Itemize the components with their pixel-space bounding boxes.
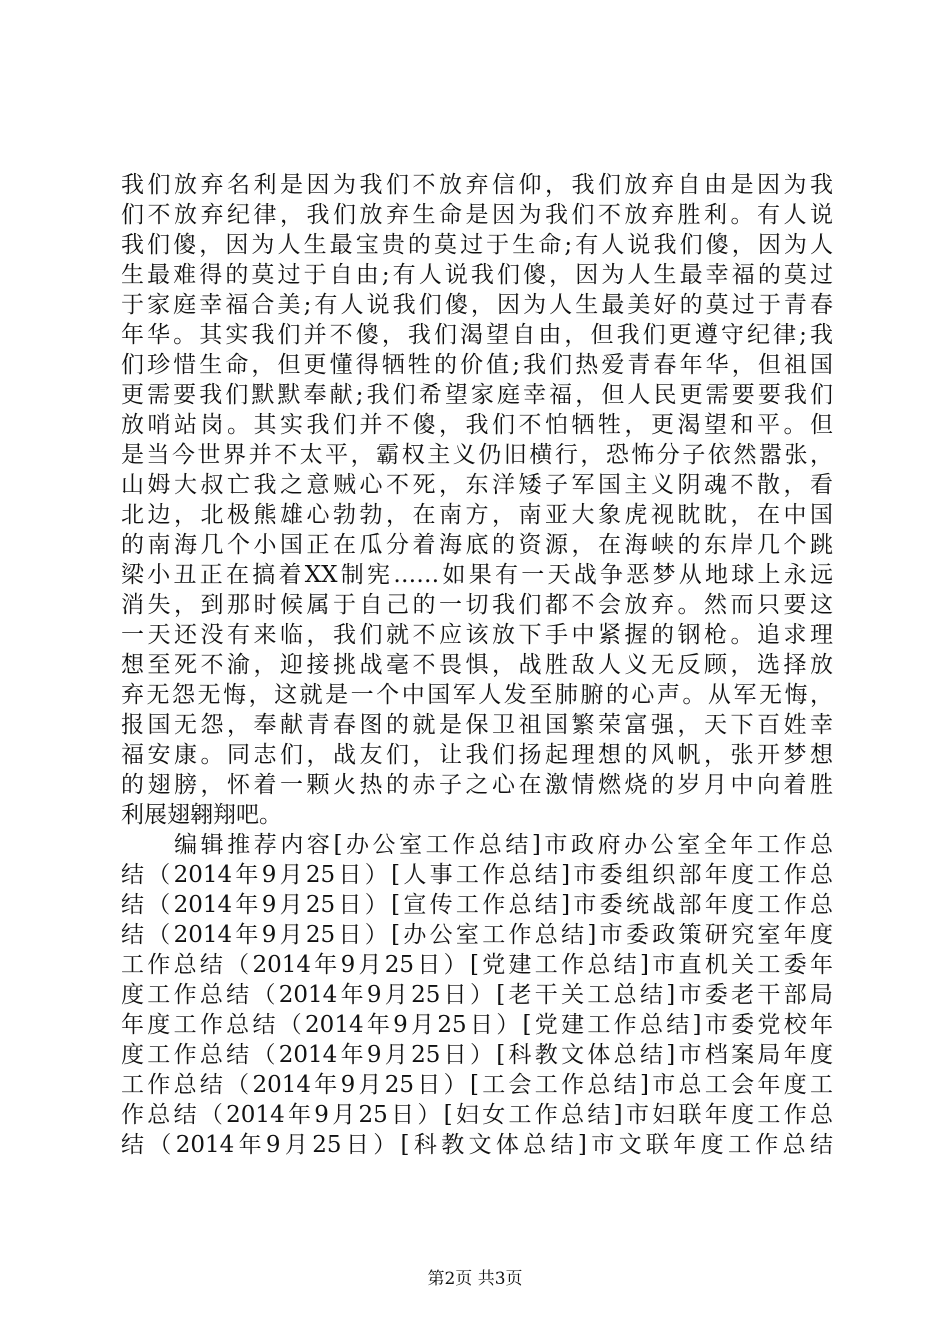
text-line: 年华。其实我们并不傻，我们渴望自由，但我们更遵守纪律;我: [121, 322, 833, 348]
text-line: 更需要我们默默奉献;我们希望家庭幸福，但人民更需要要我们: [121, 382, 833, 408]
text-line: 的翅膀，怀着一颗火热的赤子之心在激情燃烧的岁月中向着胜: [121, 772, 833, 798]
text-line: 报国无怨，奉献青春图的就是保卫祖国繁荣富强，天下百姓幸: [121, 712, 833, 738]
text-line: 生最难得的莫过于自由;有人说我们傻，因为人生最幸福的莫过: [121, 262, 833, 288]
text-line: 工作总结（2014年9月25日）[党建工作总结]市直机关工委年: [121, 952, 833, 978]
text-line: 福安康。同志们，战友们，让我们扬起理想的风帆，张开梦想: [121, 742, 833, 768]
text-line: 放哨站岗。其实我们并不傻，我们不怕牺牲，更渴望和平。但: [121, 412, 833, 438]
text-line: 结（2014年9月25日）[宣传工作总结]市委统战部年度工作总: [121, 892, 833, 918]
text-line: 消失，到那时候属于自己的一切我们都不会放弃。然而只要这: [121, 592, 833, 618]
text-line: 弃无怨无悔，这就是一个中国军人发至肺腑的心声。从军无悔，: [121, 682, 833, 708]
text-line: 一天还没有来临，我们就不应该放下手中紧握的钢枪。追求理: [121, 622, 833, 648]
text-line: 想至死不渝，迎接挑战毫不畏惧，战胜敌人义无反顾，选择放: [121, 652, 833, 678]
text-line: 我们傻，因为人生最宝贵的莫过于生命;有人说我们傻，因为人: [121, 232, 833, 258]
text-line: 作总结（2014年9月25日）[妇女工作总结]市妇联年度工作总: [121, 1102, 833, 1128]
text-line: 们不放弃纪律，我们放弃生命是因为我们不放弃胜利。有人说: [121, 202, 833, 228]
text-line: 是当今世界并不太平，霸权主义仍旧横行，恐怖分子依然嚣张，: [121, 442, 833, 468]
text-line: 年度工作总结（2014年9月25日）[党建工作总结]市委党校年: [121, 1012, 833, 1038]
paragraph-1: [121, 170, 833, 830]
page-footer: [0, 1268, 950, 1290]
text-line: 们珍惜生命，但更懂得牺牲的价值;我们热爱青春年华，但祖国: [121, 352, 833, 378]
text-line: 度工作总结（2014年9月25日）[老干关工总结]市委老干部局: [121, 982, 833, 1008]
text-line: 工作总结（2014年9月25日）[工会工作总结]市总工会年度工: [121, 1072, 833, 1098]
paragraph-2-recommended-content: [121, 830, 833, 1160]
text-line: 度工作总结（2014年9月25日）[科教文体总结]市档案局年度: [121, 1042, 833, 1068]
text-line: 我们放弃名利是因为我们不放弃信仰，我们放弃自由是因为我: [121, 172, 833, 198]
text-line: 结（2014年9月25日）[科教文体总结]市文联年度工作总结: [121, 1132, 833, 1158]
text-line: 结（2014年9月25日）[人事工作总结]市委组织部年度工作总: [121, 862, 833, 888]
text-line: 山姆大叔亡我之意贼心不死，东洋矮子军国主义阴魂不散，看: [121, 472, 833, 498]
text-line: 结（2014年9月25日）[办公室工作总结]市委政策研究室年度: [121, 922, 833, 948]
page-number-label: 第2页 共3页: [427, 1269, 523, 1289]
text-line: 利展翅翱翔吧。: [121, 802, 282, 828]
text-line: 梁小丑正在搞着XX制宪……如果有一天战争恶梦从地球上永远: [121, 562, 833, 588]
body-text: [121, 170, 833, 1160]
text-line: 北边，北极熊雄心勃勃，在南方，南亚大象虎视眈眈，在中国: [121, 502, 833, 528]
text-line: 编辑推荐内容[办公室工作总结]市政府办公室全年工作总: [121, 832, 833, 858]
text-line: 于家庭幸福合美;有人说我们傻，因为人生最美好的莫过于青春: [121, 292, 833, 318]
text-line: 的南海几个小国正在瓜分着海底的资源，在海峡的东岸几个跳: [121, 532, 833, 558]
